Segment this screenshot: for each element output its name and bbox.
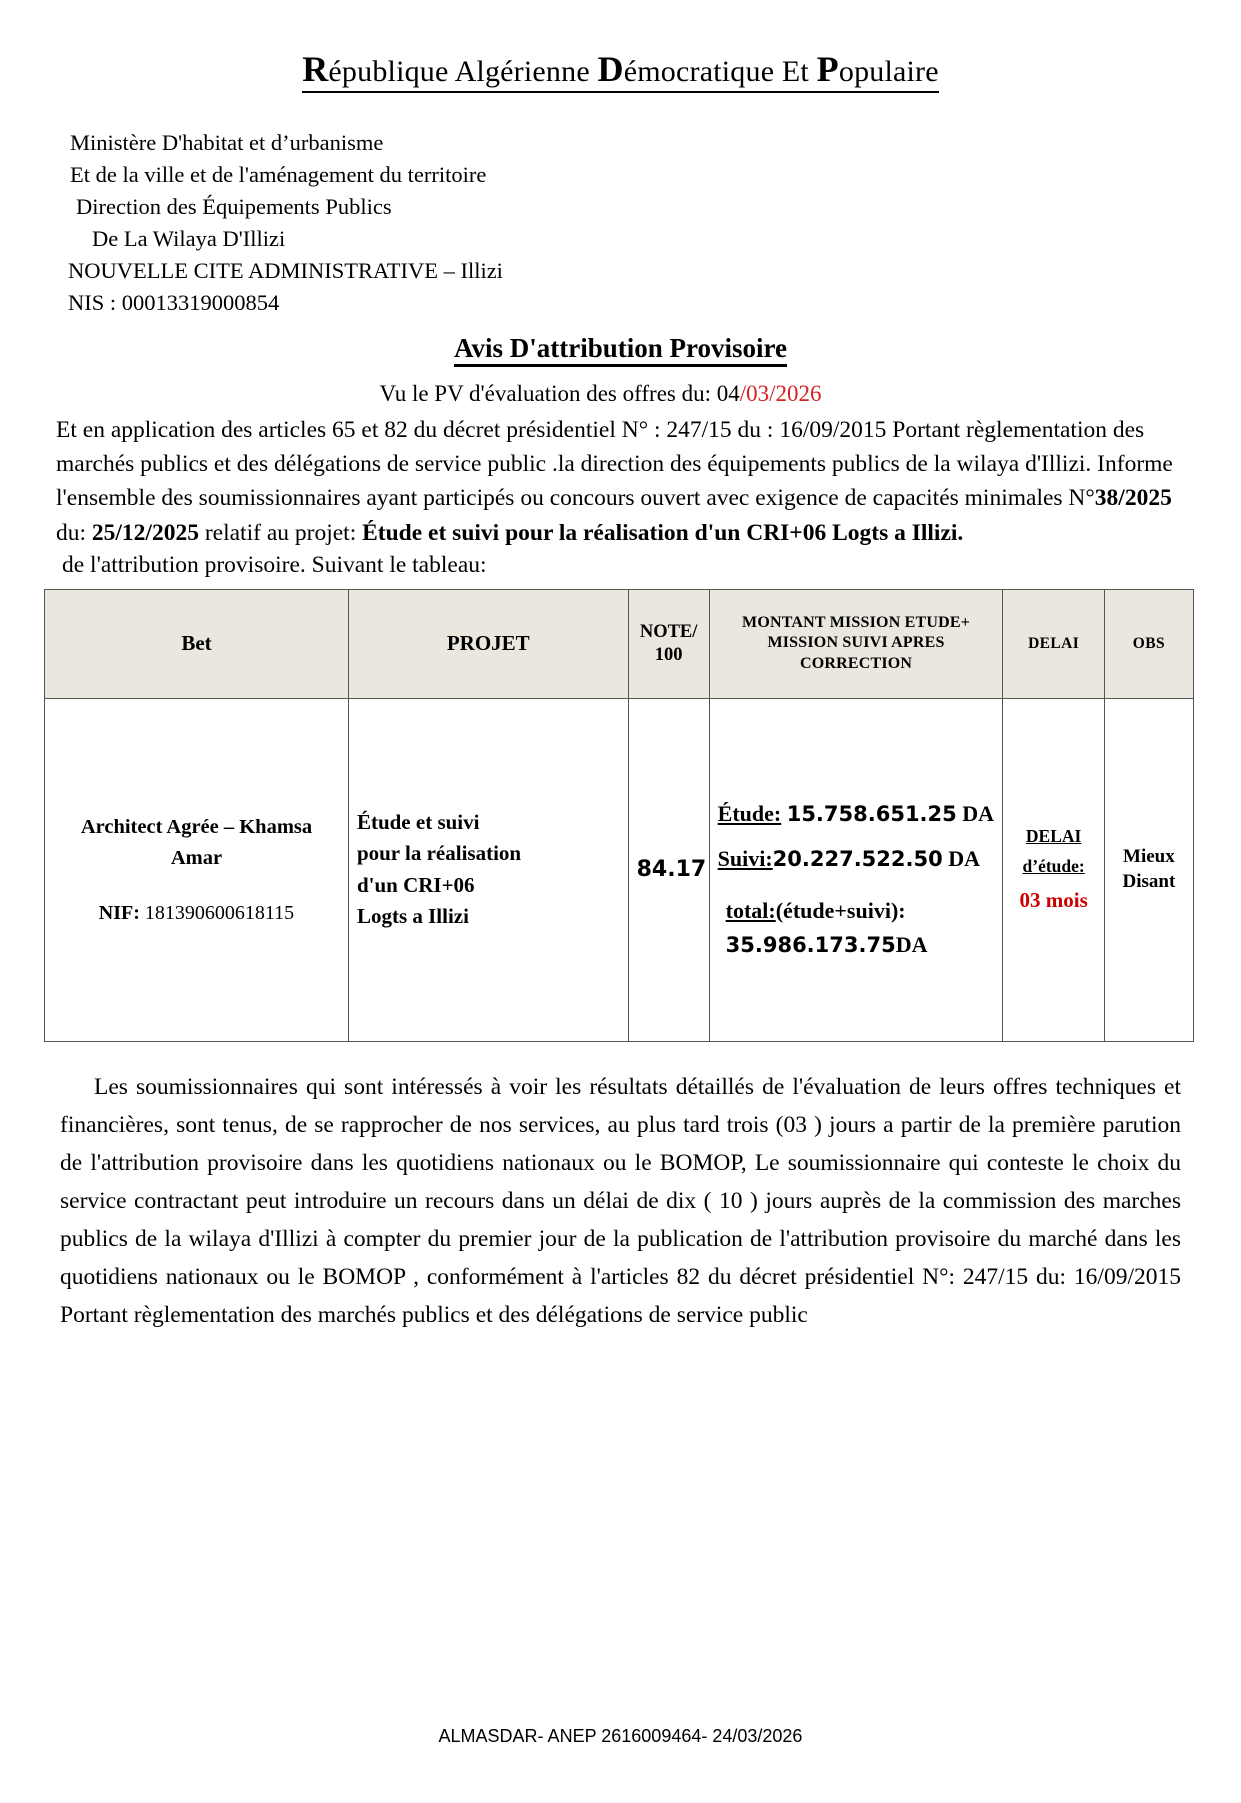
total-paren: (étude+suivi): [775, 897, 906, 923]
cell-note: 84.17 [628, 698, 709, 1041]
projet-line2: pour la réalisation [356, 841, 522, 866]
cell-delai [1003, 698, 1104, 1041]
ministry-line-5: NOUVELLE CITE ADMINISTRATIVE – Illizi [68, 257, 503, 283]
footer-anep: ALMASDAR- ANEP 2616009464- 24/03/2026 [438, 1726, 803, 1746]
title-part-1: épublique Algérienne [328, 55, 598, 88]
total-label: total: [725, 897, 776, 923]
suivi-label: Suivi: [717, 845, 773, 871]
th-note [628, 589, 709, 698]
delai-line2: d’étude: [1022, 856, 1085, 877]
table-header-row [45, 589, 1194, 698]
pv-evaluation-line [0, 381, 1241, 407]
intro-text-c: relatif au projet: [198, 519, 363, 546]
etude-unit: DA [962, 801, 995, 827]
th-projet: PROJET [348, 589, 628, 698]
nif-value: 181390600618115 [144, 901, 295, 924]
pv-evaluation-date: /03/2026 [739, 380, 822, 406]
title-cap-d: D [597, 49, 624, 89]
bet-name-line2: Amar [170, 846, 223, 869]
ministry-line-4: De La Wilaya D'Illizi [92, 225, 286, 251]
th-delai: DELAI [1003, 589, 1104, 698]
cell-bet [45, 698, 349, 1041]
projet-line3: d'un CRI+06 [356, 872, 475, 897]
intro-paragraph [56, 413, 1195, 550]
total-value-line [726, 933, 995, 957]
montant-total [718, 899, 995, 957]
cell-montant [709, 698, 1003, 1041]
title-cap-r: R [302, 49, 329, 89]
th-montant-line1: MONTANT MISSION ETUDE+ [742, 613, 971, 631]
cell-projet [348, 698, 628, 1041]
th-montant [709, 589, 1003, 698]
ministry-line-6: NIS : 00013319000854 [68, 289, 280, 315]
document-page [0, 48, 1241, 1803]
ministry-line-1: Ministère D'habitat et d’urbanisme [70, 130, 384, 155]
etude-label: Étude: [717, 801, 782, 827]
intro-text-b: du: [56, 519, 92, 546]
avis-heading-text: Avis D'attribution Provisoire [454, 333, 787, 367]
etude-value: 15.758.651.25 [786, 802, 957, 827]
ministry-block [68, 127, 1241, 319]
title-part-3: opulaire [838, 55, 939, 88]
intro-text-a: Et en application des articles 65 et 82 du décret présidentiel N° : 247/15 du : 16/09/2015 Portant règlementation des marchés publics et des délégations de service public .la direction des équipements publics de la wilaya d'Illizi. Informe l'ensemble des soumissionnaires ayant participés ou concours ouvert avec exigence de capacités minimales N° [56, 416, 1173, 512]
th-note-line2: 100 [654, 644, 683, 665]
bet-name-line1: Architect Agrée – Khamsa [80, 816, 313, 839]
th-montant-line3: CORRECTION [799, 655, 913, 673]
title-cap-p: P [816, 49, 839, 89]
montant-suivi [718, 847, 995, 871]
obs-line1: Mieux [1123, 846, 1175, 868]
ministry-line-3: Direction des Équipements Publics [76, 193, 392, 219]
cell-obs [1104, 698, 1193, 1041]
delai-duration: 03 mois [1019, 888, 1088, 913]
consultation-date: 25/12/2025 [91, 519, 199, 546]
consultation-number: 38/2025 [1094, 485, 1172, 512]
results-table-wrapper [44, 589, 1197, 1042]
projet-line4: Logts a Illizi [356, 904, 469, 929]
title-part-2: émocratique Et [623, 55, 817, 88]
th-bet: Bet [45, 589, 349, 698]
republic-title-text [302, 48, 939, 93]
republic-title [0, 48, 1241, 93]
avis-heading [0, 333, 1241, 367]
obs-line2: Disant [1122, 870, 1176, 892]
table-row [45, 698, 1194, 1041]
th-montant-line2: MISSION SUIVI APRES [767, 634, 945, 652]
delai-line1: DELAI [1025, 825, 1082, 846]
total-value: 35.986.173.75 [725, 933, 896, 957]
th-note-line1: NOTE/ [639, 621, 698, 642]
recourse-notice-text: Les soumissionnaires qui sont intéressés à voir les résultats détaillés de l'évaluation de leurs offres techniques et financières, sont tenus, de se rapprocher de nos services, au plus tard trois (03 ) jours a partir de la première parution de l'attribution provisoire dans les quotidiens nationaux ou le BOMOP, Le soumissionnaire qui conteste le choix du service contractant peut introduire un recours dans un délai de dix ( 10 ) jours auprès de la commission des marches publics de la wilaya d'Illizi à compter du premier jour de la publication de l'attribution provisoire du marché dans les quotidiens nationaux ou le BOMOP , conformément à l'articles 82 du décret présidentiel N°: 247/15 du: 16/09/2015 Portant règlementation des marchés publics et des délégations de service public [60, 1073, 1181, 1329]
pv-evaluation-text: Vu le PV d'évaluation des offres du: 04 [379, 380, 740, 406]
projet-line1: Étude et suivi [356, 809, 480, 834]
total-label-line [726, 899, 995, 923]
results-table [44, 589, 1194, 1042]
total-unit: DA [895, 932, 928, 957]
montant-etude [718, 802, 995, 826]
attribution-subline: de l'attribution provisoire. Suivant le tableau: [62, 551, 487, 578]
recourse-notice [60, 1068, 1181, 1334]
th-obs: OBS [1104, 589, 1193, 698]
suivi-unit: DA [948, 845, 981, 871]
project-title-inline: Étude et suivi pour la réalisation d'un CRI+06 Logts a Illizi. [362, 519, 964, 546]
nif-label: NIF: [98, 901, 140, 924]
bet-nif [53, 898, 340, 928]
ministry-line-2: Et de la ville et de l'aménagement du territoire [70, 161, 487, 187]
suivi-value: 20.227.522.50 [772, 846, 943, 871]
